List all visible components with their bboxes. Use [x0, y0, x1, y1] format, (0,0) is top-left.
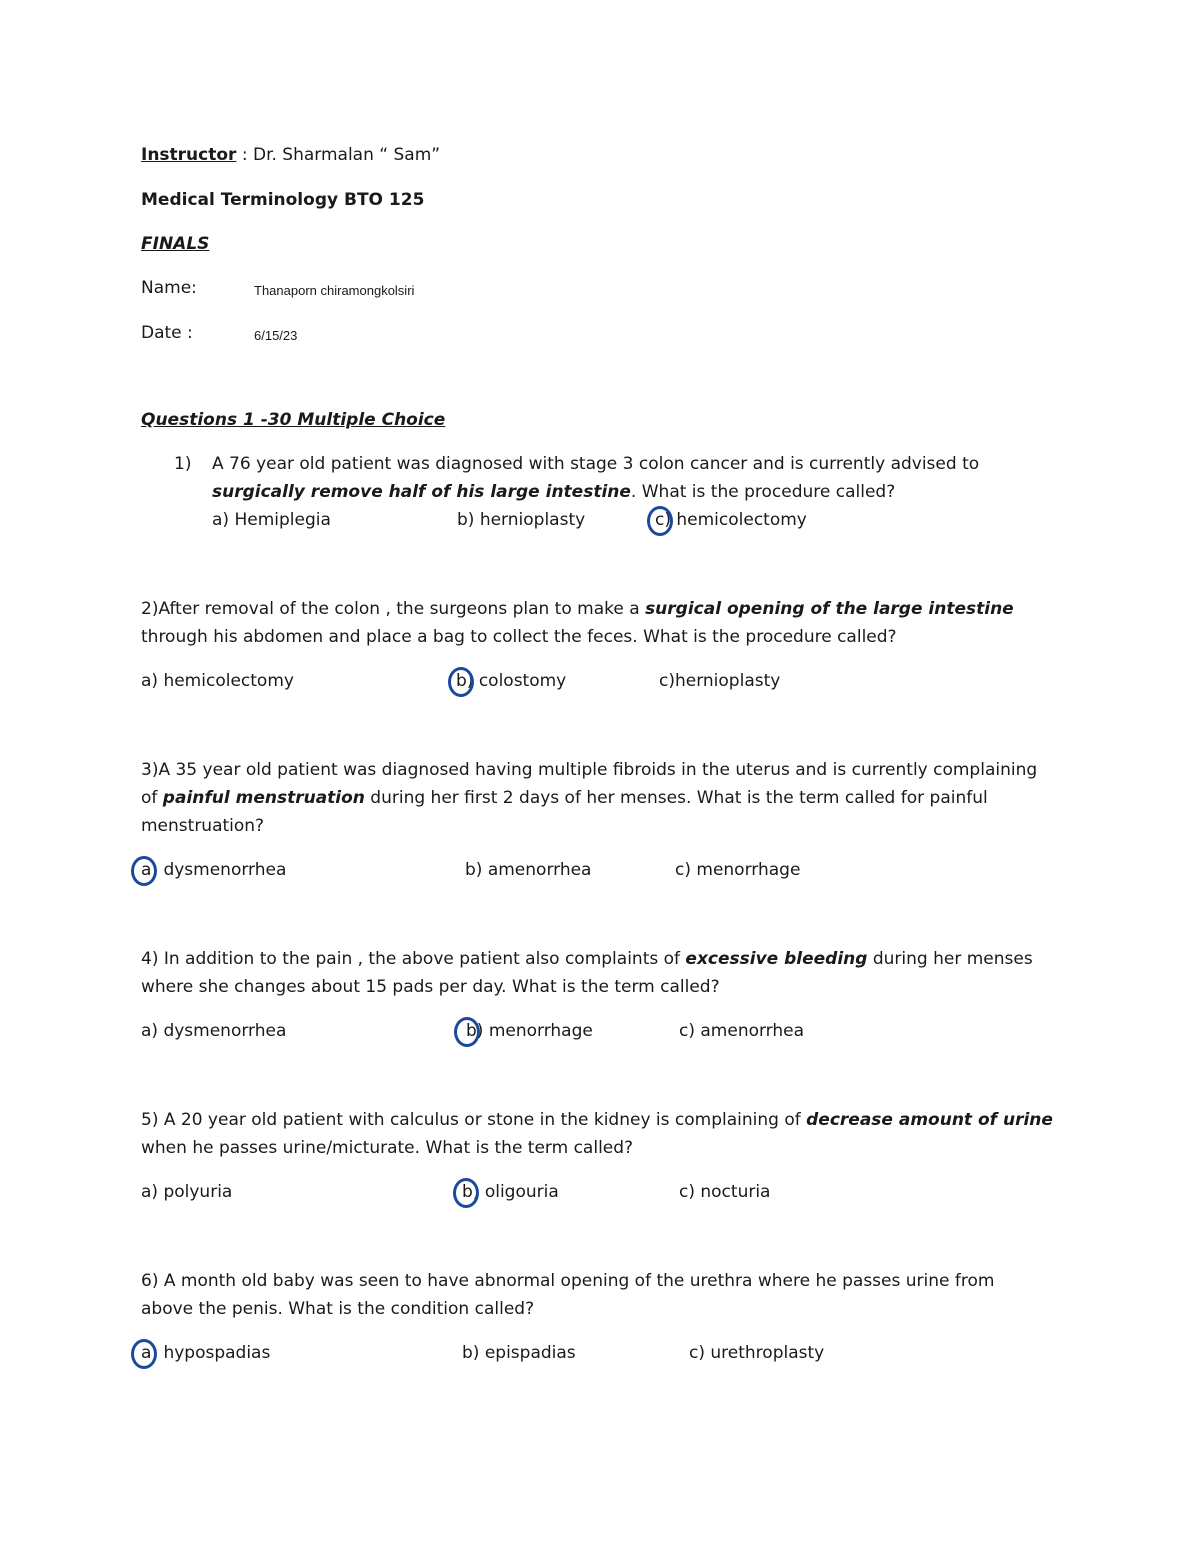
q1-answer-circle [647, 506, 673, 536]
q3-line2-start: of [141, 788, 163, 808]
q3-option-c: c) menorrhage [675, 860, 801, 880]
q1-line2 [212, 481, 895, 503]
q3-line3: menstruation? [141, 816, 265, 836]
q3-option-b: b) amenorrhea [465, 860, 592, 880]
q3-line2 [141, 787, 988, 809]
q5-line1 [141, 1109, 1053, 1131]
q4-option-c: c) amenorrhea [679, 1021, 805, 1041]
q1-number: 1) [174, 454, 192, 474]
q1-option-a: a) Hemiplegia [212, 510, 331, 530]
q4-option-a: a) dysmenorrhea [141, 1021, 287, 1041]
name-label: Name: [141, 278, 197, 298]
q6-answer-circle [131, 1339, 157, 1369]
q6-option-c: c) urethroplasty [689, 1343, 825, 1363]
q6-option-b: b) epispadias [462, 1343, 576, 1363]
q3-line2-rest: during her first 2 days of her menses. What is the term called for painful [364, 788, 988, 808]
q5-answer-circle [453, 1178, 479, 1208]
date-value: 6/15/23 [254, 328, 298, 343]
instructor-separator: : [236, 145, 253, 165]
section-title: Questions 1 -30 Multiple Choice [141, 410, 446, 430]
q3-emphasis: painful menstruation [162, 788, 365, 808]
q5-line1-start: 5) A 20 year old patient with calculus or stone in the kidney is complaining of [141, 1110, 807, 1130]
q6-option-a: a) hypospadias [141, 1343, 271, 1363]
q4-line2: where she changes about 15 pads per day. What is the term called? [141, 977, 720, 997]
q1-line1: A 76 year old patient was diagnosed with stage 3 colon cancer and is currently advised to [212, 454, 980, 474]
q4-answer-circle [454, 1017, 480, 1047]
q4-line1-rest: during her menses [867, 949, 1033, 969]
q5-option-a: a) polyuria [141, 1182, 233, 1202]
q5-emphasis: decrease amount of urine [806, 1110, 1053, 1130]
q2-line1-start: 2)After removal of the colon , the surgeons plan to make a [141, 599, 646, 619]
q3-option-a: a) dysmenorrhea [141, 860, 287, 880]
q2-option-a: a) hemicolectomy [141, 671, 294, 691]
q2-option-c: c)hernioplasty [659, 671, 781, 691]
q2-line1 [141, 598, 1014, 620]
instructor-name: Dr. Sharmalan “ Sam” [252, 145, 441, 165]
name-value: Thanaporn chiramongkolsiri [254, 283, 415, 298]
q5-line2: when he passes urine/micturate. What is the term called? [141, 1138, 634, 1158]
q2-line2: through his abdomen and place a bag to collect the feces. What is the procedure called? [141, 627, 897, 647]
q2-option-b: b) colostomy [456, 671, 567, 691]
q2-emphasis: surgical opening of the large intestine [645, 599, 1014, 619]
course-title: Medical Terminology BTO 125 [141, 190, 425, 210]
q1-line2-rest: . What is the procedure called? [630, 482, 896, 502]
q6-line2: above the penis. What is the condition called? [141, 1299, 535, 1319]
q5-option-b: b) oligouria [462, 1182, 559, 1202]
q5-option-c: c) nocturia [679, 1182, 771, 1202]
exam-title: FINALS [141, 234, 210, 254]
instructor-line [141, 144, 440, 166]
q1-option-c: c) hemicolectomy [655, 510, 807, 530]
instructor-label: Instructor [141, 145, 237, 165]
q4-line1 [141, 948, 1033, 970]
q1-option-b: b) hernioplasty [457, 510, 586, 530]
q4-option-b: b) menorrhage [466, 1021, 593, 1041]
q4-line1-start: 4) In addition to the pain , the above patient also complaints of [141, 949, 686, 969]
date-label: Date : [141, 323, 193, 343]
q1-emphasis: surgically remove half of his large intestine [212, 482, 631, 502]
q6-line1: 6) A month old baby was seen to have abnormal opening of the urethra where he passes urine from [141, 1271, 995, 1291]
q3-line1: 3)A 35 year old patient was diagnosed having multiple fibroids in the uterus and is currently complaining [141, 760, 1038, 780]
q4-emphasis: excessive bleeding [685, 949, 868, 969]
q2-answer-circle [448, 667, 474, 697]
q3-answer-circle [131, 856, 157, 886]
